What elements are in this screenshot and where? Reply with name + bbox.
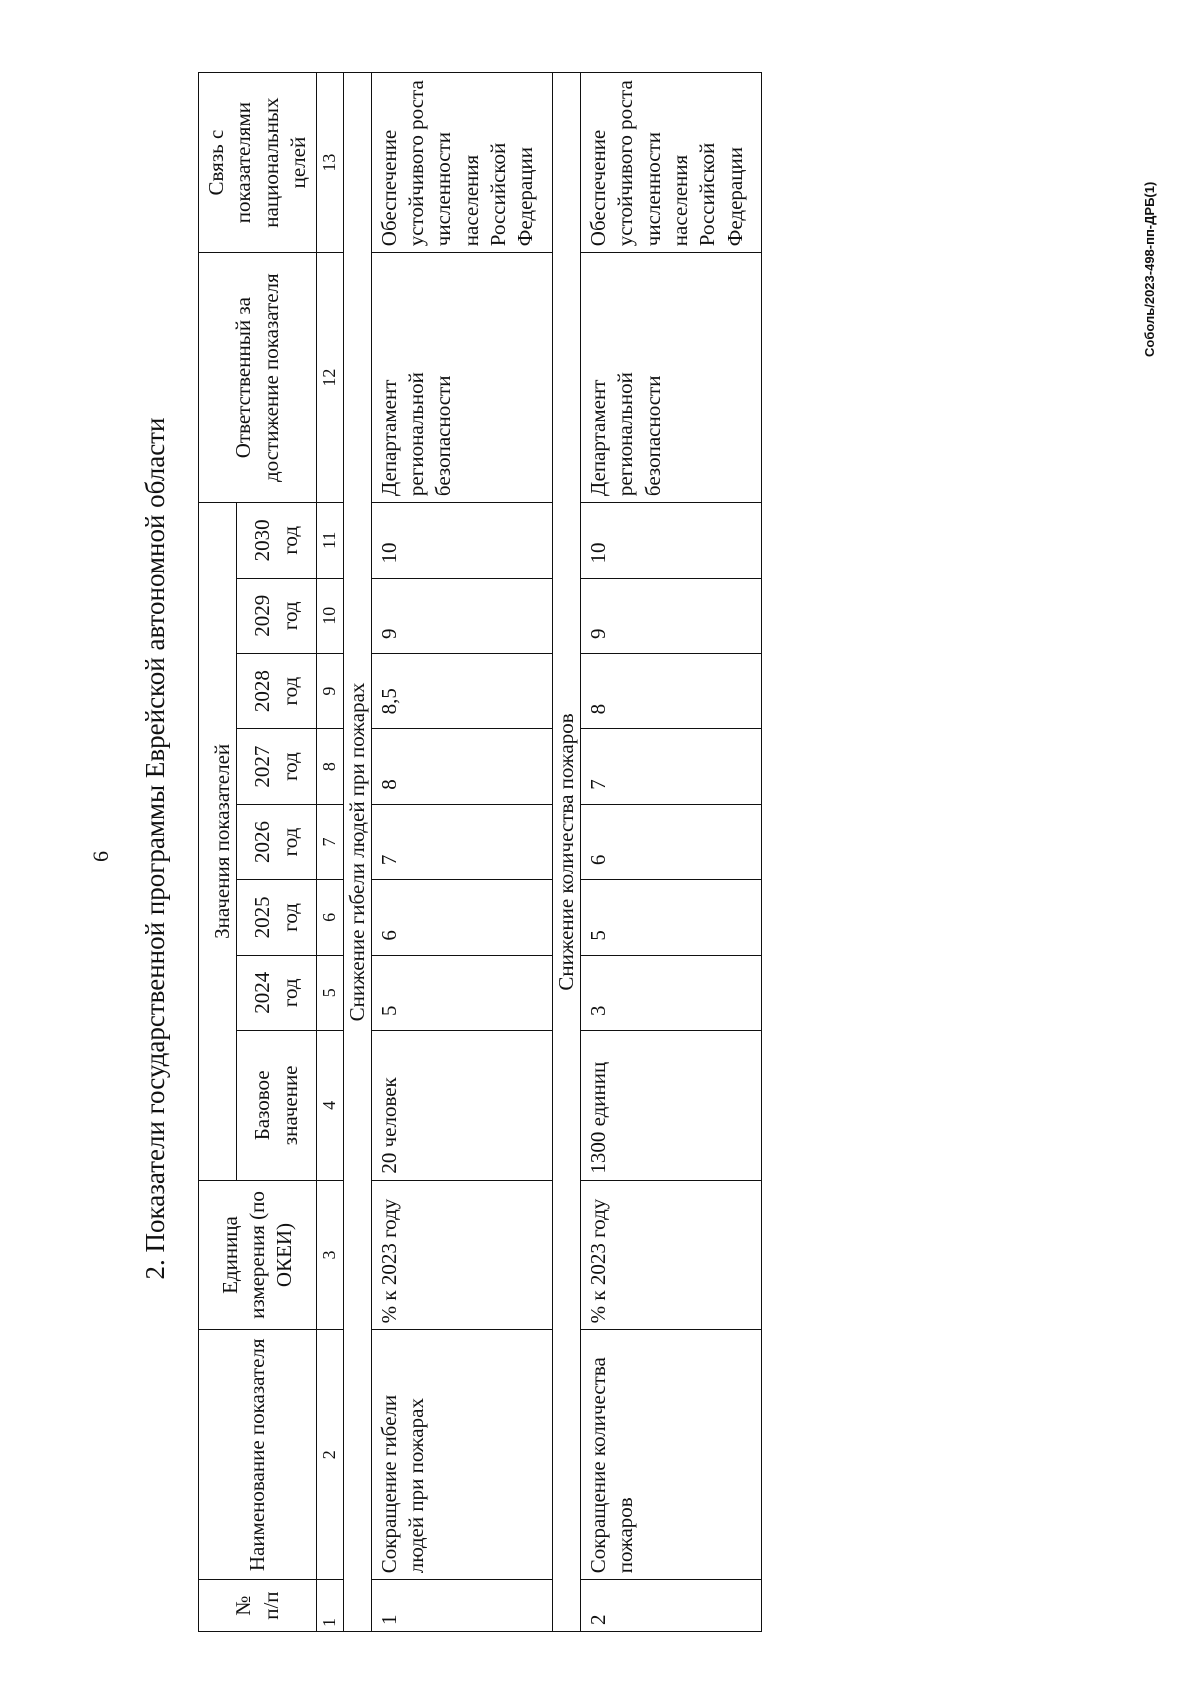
indicator-unit: % к 2023 году: [371, 1180, 552, 1330]
indicator-name: Сокращение гибели людей при пожарах: [371, 1330, 552, 1580]
national-goal-link: Обеспечение устойчивого роста численности населения Российской Федерации: [371, 73, 552, 253]
responsible: Департамент региональной безопасности: [581, 253, 762, 503]
column-number: 8: [317, 729, 343, 804]
year-value: 8: [581, 653, 762, 728]
page-number: 6: [88, 851, 113, 862]
responsible: Департамент региональной безопасности: [371, 253, 552, 503]
year-value: 5: [371, 955, 552, 1030]
section-row: [343, 73, 371, 1632]
header-year: 2026 год: [237, 804, 317, 879]
year-value: 7: [581, 729, 762, 804]
indicator-unit: % к 2023 году: [581, 1180, 762, 1330]
indicators-table: [198, 72, 762, 1632]
base-value: 20 человек: [371, 1030, 552, 1180]
year-value: 10: [371, 503, 552, 578]
year-value: 3: [581, 955, 762, 1030]
year-value: 6: [581, 804, 762, 879]
column-number: 9: [317, 653, 343, 728]
column-number: 5: [317, 955, 343, 1030]
row-num: 2: [581, 1580, 762, 1632]
header-year: 2030 год: [237, 503, 317, 578]
header-responsible: Ответственный за достижение показателя: [199, 253, 317, 503]
column-numbers-row: [317, 73, 343, 1632]
section-title: Снижение гибели людей при пожарах: [343, 73, 371, 1632]
year-value: 5: [581, 880, 762, 955]
table-row: [371, 73, 552, 1632]
table-row: [581, 73, 762, 1632]
column-number: 2: [317, 1330, 343, 1580]
column-number: 12: [317, 253, 343, 503]
page-title: 2. Показатели государственной программы Еврейской автономной области: [140, 417, 170, 1280]
header-link: Связь с показателями национальных целей: [199, 73, 317, 253]
section-row: [552, 73, 580, 1632]
column-number: 1: [317, 1580, 343, 1632]
year-value: 7: [371, 804, 552, 879]
year-value: 9: [371, 578, 552, 653]
national-goal-link: Обеспечение устойчивого роста численности населения Российской Федерации: [581, 73, 762, 253]
base-value: 1300 единиц: [581, 1030, 762, 1180]
year-value: 6: [371, 880, 552, 955]
header-year: 2024 год: [237, 955, 317, 1030]
column-number: 7: [317, 804, 343, 879]
header-name: Наименование показателя: [199, 1330, 317, 1580]
column-number: 11: [317, 503, 343, 578]
header-values-group: Значения показателей: [199, 503, 237, 1181]
column-number: 4: [317, 1030, 343, 1180]
year-value: 8,5: [371, 653, 552, 728]
document-code: Соболь/2023-498-пп-ДРБ(1): [1142, 181, 1157, 357]
column-number: 6: [317, 880, 343, 955]
year-value: 9: [581, 578, 762, 653]
indicator-name: Сокращение количества пожаров: [581, 1330, 762, 1580]
header-row-1: [199, 73, 237, 1632]
year-value: 10: [581, 503, 762, 578]
header-unit: Единица измерения (по ОКЕИ): [199, 1180, 317, 1330]
header-year: 2028 год: [237, 653, 317, 728]
header-num: № п/п: [199, 1580, 317, 1632]
header-year: 2029 год: [237, 578, 317, 653]
header-year: 2027 год: [237, 729, 317, 804]
column-number: 3: [317, 1180, 343, 1330]
header-base: Базовое значение: [237, 1030, 317, 1180]
column-number: 13: [317, 73, 343, 253]
year-value: 8: [371, 729, 552, 804]
header-year: 2025 год: [237, 880, 317, 955]
column-number: 10: [317, 578, 343, 653]
section-title: Снижение количества пожаров: [552, 73, 580, 1632]
row-num: 1: [371, 1580, 552, 1632]
